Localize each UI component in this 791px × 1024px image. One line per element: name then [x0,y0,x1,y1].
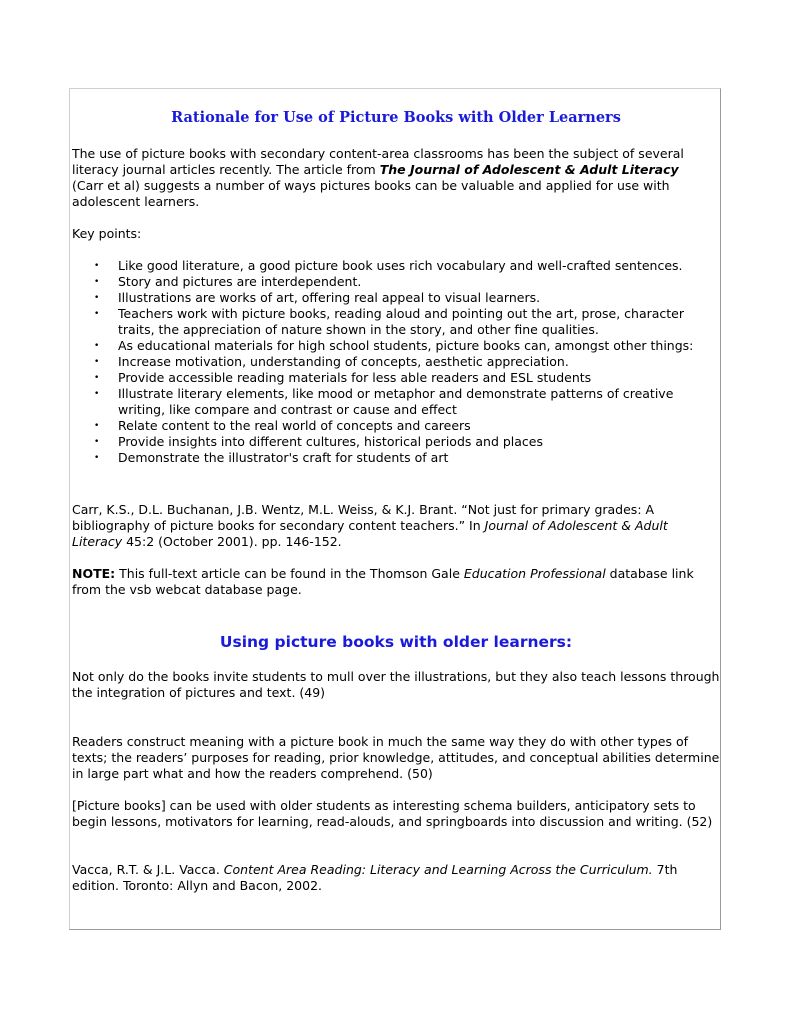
bullet-icon: • [94,453,100,463]
bullet-icon: • [94,389,100,399]
citation-vacca-part1: Vacca, R.T. & J.L. Vacca. [72,862,224,877]
document-body [72,108,720,894]
key-point-item [94,290,720,306]
key-point-item [94,354,720,370]
section1-heading: Rationale for Use of Picture Books with Older Learners [171,109,621,126]
key-point-text: Demonstrate the illustrator's craft for students of art [118,450,449,465]
key-points-list [72,258,720,466]
section2-heading: Using picture books with older learners: [219,633,573,651]
key-point-text: Story and pictures are interdependent. [118,274,362,289]
key-point-text: Provide insights into different cultures, historical periods and places [118,434,543,449]
bullet-icon: • [94,341,100,351]
note-text-part1: This full-text article can be found in the Thomson Gale [115,566,464,581]
key-point-text: Teachers work with picture books, reading aloud and pointing out the art, prose, character traits, the appreciation of nature shown in the story, and other fine qualities. [118,306,685,337]
key-points-label: Key points: [72,226,142,241]
bullet-icon: • [94,309,100,319]
key-point-text: Relate content to the real world of concepts and careers [118,418,471,433]
bullet-icon: • [94,373,100,383]
key-point-text: Illustrate literary elements, like mood or metaphor and demonstrate patterns of creative writing, like compare and contrast or cause and effect [118,386,674,417]
key-point-text: Increase motivation, understanding of concepts, aesthetic appreciation. [118,354,569,369]
key-point-item [94,434,720,450]
citation-carr-part1: Carr, K.S., D.L. Buchanan, J.B. Wentz, M.L. Weiss, & K.J. Brant. “Not just for primary grades: A bibliography of picture books for secondary content teachers.” In [72,502,655,533]
bullet-icon: • [94,261,100,271]
citation-vacca-title: Content Area Reading: Literacy and Learning Across the Curriculum. [223,862,653,877]
citation-vacca-part2: 7th edition. Toronto: Allyn and Bacon, 2002. [72,862,678,893]
bullet-icon: • [94,293,100,303]
citation-vacca [72,862,720,894]
bullet-icon: • [94,421,100,431]
intro-text-part1: The use of picture books with secondary content-area classrooms has been the subject of several literacy journal articles recently. The article from [72,146,684,177]
intro-paragraph [72,146,720,210]
key-point-text: As educational materials for high school students, picture books can, amongst other things: [118,338,694,353]
quote-50: Readers construct meaning with a picture book in much the same way they do with other types of texts; the readers’ purposes for reading, prior knowledge, attitudes, and conceptual abilities determine in large part what and how the readers comprehend. (50) [72,734,720,781]
note-label: NOTE: [72,566,116,581]
key-point-item [94,370,720,386]
key-point-item [94,258,720,274]
key-point-item [94,418,720,434]
key-point-text: Provide accessible reading materials for less able readers and ESL students [118,370,592,385]
note-paragraph [72,566,720,598]
bullet-icon: • [94,357,100,367]
citation-carr [72,502,720,550]
key-point-item [94,338,720,354]
key-point-text: Like good literature, a good picture book uses rich vocabulary and well-crafted sentences. [118,258,683,273]
citation-carr-part2: 45:2 (October 2001). pp. 146-152. [122,534,342,549]
key-point-item [94,386,720,418]
intro-journal-title: The Journal of Adolescent & Adult Literacy [379,162,679,177]
bullet-icon: • [94,277,100,287]
bullet-icon: • [94,437,100,447]
key-point-item [94,450,720,466]
key-point-item [94,306,720,338]
key-point-text: Illustrations are works of art, offering real appeal to visual learners. [118,290,541,305]
key-point-item [94,274,720,290]
citation-carr-journal: Journal of Adolescent & Adult Literacy [72,518,668,549]
note-database-name: Education Professional [463,566,606,581]
intro-text-part2: (Carr et al) suggests a number of ways pictures books can be valuable and applied for use with adolescent learners. [72,178,670,209]
quote-52: [Picture books] can be used with older students as interesting schema builders, anticipatory sets to begin lessons, motivators for learning, read-alouds, and springboards into discussion and writing. (52) [72,798,713,829]
note-text-part2: database link from the vsb webcat database page. [72,566,694,597]
quote-49: Not only do the books invite students to mull over the illustrations, but they also teach lessons through the integration of pictures and text. (49) [72,669,720,700]
